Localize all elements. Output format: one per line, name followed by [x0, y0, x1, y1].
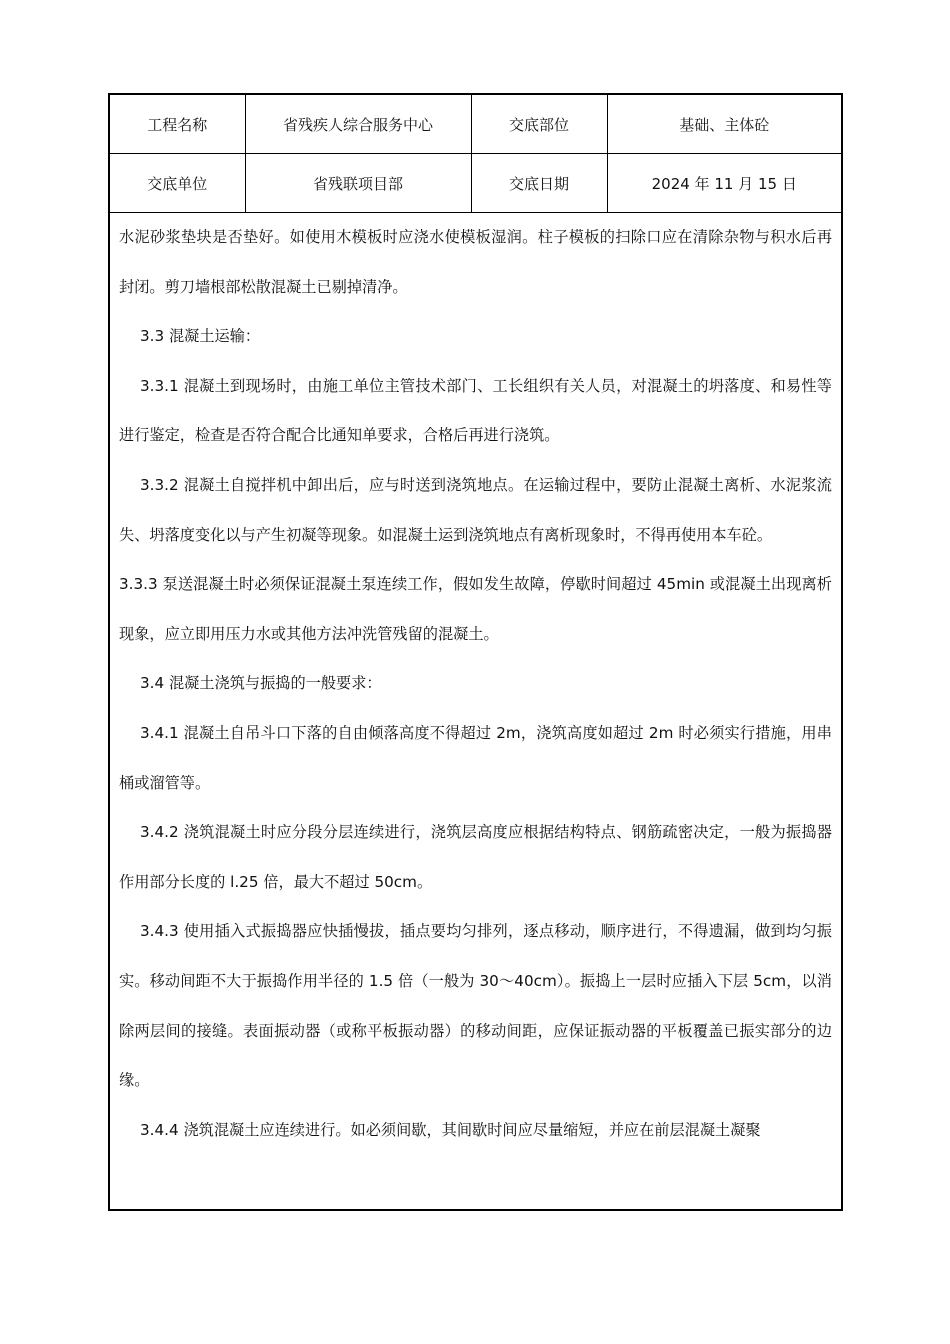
- paragraph-3-4-3: 3.4.3 使用插入式振捣器应快插慢拔，插点要均匀排列，逐点移动，顺序进行，不得遗漏，做到均匀振实。移动间距不大于振捣作用半径的 1.5 倍（一般为 30～40cm）。振捣上一层时应插入下层 5cm，以消除两层间的接缝。表面振动器（或称平板振动器）的移动间距，应保证振动器的平板覆盖已振实部分的边缘。: [119, 922, 832, 1090]
- label-disclosure-location: 交底部位: [471, 95, 607, 154]
- disclosure-content: [110, 213, 841, 1155]
- paragraph-continuation: 水泥砂浆垫块是否垫好。如使用木模板时应浇水使模板湿润。柱子模板的扫除口应在清除杂物与积水后再封闭。剪刀墙根部松散混凝土已剔掉清净。: [119, 228, 832, 296]
- document-frame: [108, 93, 843, 1211]
- header-row-2: [110, 154, 841, 213]
- label-project-name: 工程名称: [110, 95, 245, 154]
- value-disclosure-location: 基础、主体砼: [607, 95, 841, 154]
- paragraph-3-3-1: 3.3.1 混凝土到现场时，由施工单位主管技术部门、工长组织有关人员，对混凝土的坍落度、和易性等进行鉴定，检查是否符合配合比通知单要求，合格后再进行浇筑。: [119, 376, 832, 445]
- paragraph-3-4-4: 3.4.4 浇筑混凝土应连续进行。如必须间歇，其间歇时间应尽量缩短，并应在前层混凝土凝聚: [140, 1120, 761, 1139]
- label-disclosure-unit: 交底单位: [110, 154, 245, 213]
- label-disclosure-date: 交底日期: [471, 154, 607, 213]
- paragraph-3-3-3: 3.3.3 泵送混凝土时必须保证混凝土泵连续工作，假如发生故障，停歇时间超过 45min 或混凝土出现离析现象，应立即用压力水或其他方法冲洗管残留的混凝土。: [119, 575, 832, 643]
- value-disclosure-unit: 省残联项目部: [245, 154, 471, 213]
- header-row-1: [110, 95, 841, 154]
- header-table: [110, 95, 841, 213]
- paragraph-3-4-2: 3.4.2 浇筑混凝土时应分段分层连续进行，浇筑层高度应根据结构特点、钢筋疏密决定，一般为振捣器作用部分长度的 l.25 倍，最大不超过 50cm。: [119, 823, 832, 891]
- section-heading-3-4: 3.4 混凝土浇筑与振捣的一般要求：: [140, 674, 382, 693]
- paragraph-3-4-1: 3.4.1 混凝土自吊斗口下落的自由倾落高度不得超过 2m，浇筑高度如超过 2m 时必须实行措施，用串桶或溜管等。: [119, 723, 832, 792]
- section-heading-3-3: 3.3 混凝土运输：: [140, 327, 261, 346]
- paragraph-3-3-2: 3.3.2 混凝土自搅拌机中卸出后，应与时送到浇筑地点。在运输过程中，要防止混凝土离析、水泥浆流失、坍落度变化以与产生初凝等现象。如混凝土运到浇筑地点有离析现象时，不得再使用本车砼。: [119, 475, 832, 544]
- value-project-name: 省残疾人综合服务中心: [245, 95, 471, 154]
- value-disclosure-date: 2024 年 11 月 15 日: [607, 154, 841, 213]
